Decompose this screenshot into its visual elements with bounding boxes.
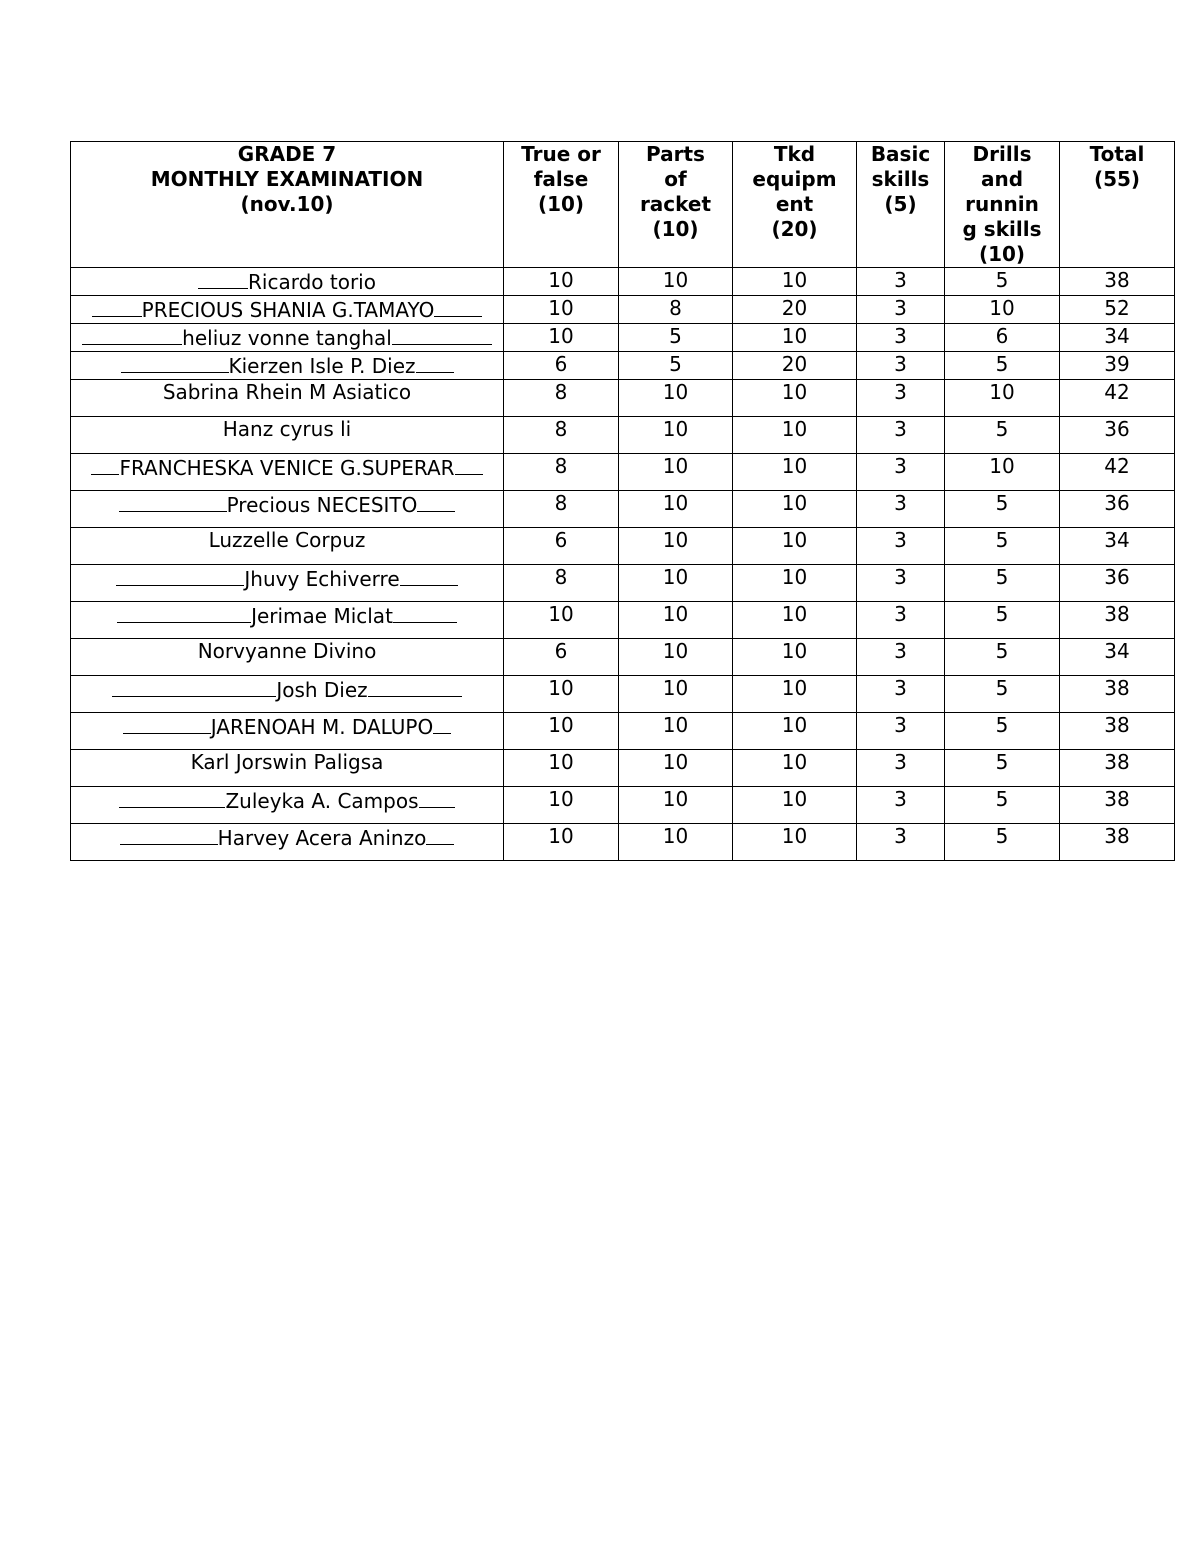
title-line: (nov.10) <box>240 192 334 216</box>
score-tkd-equipment: 10 <box>733 787 857 824</box>
score-parts-of-racket: 10 <box>619 639 733 676</box>
score-true-or-false: 6 <box>504 352 619 380</box>
score-parts-of-racket: 10 <box>619 454 733 491</box>
table-title <box>71 142 504 268</box>
score-drills-running-skills: 10 <box>945 380 1060 417</box>
score-basic-skills: 3 <box>857 417 945 454</box>
score-parts-of-racket: 10 <box>619 713 733 750</box>
score-total: 36 <box>1060 491 1175 528</box>
score-tkd-equipment: 10 <box>733 676 857 713</box>
score-basic-skills: 3 <box>857 676 945 713</box>
student-name: Luzzelle Corpuz <box>208 528 366 552</box>
student-name-cell <box>71 639 504 676</box>
score-total: 34 <box>1060 528 1175 565</box>
score-total: 36 <box>1060 417 1175 454</box>
blank-line <box>123 713 211 734</box>
score-total: 34 <box>1060 639 1175 676</box>
header-line: Total <box>1089 142 1145 166</box>
score-true-or-false: 8 <box>504 491 619 528</box>
table-body <box>71 268 1175 861</box>
table-row <box>71 380 1175 417</box>
column-header-true-or-false <box>504 142 619 268</box>
student-name-cell <box>71 380 504 417</box>
table-row <box>71 713 1175 750</box>
student-name-cell <box>71 676 504 713</box>
student-name: Norvyanne Divino <box>197 639 377 663</box>
student-name-cell <box>71 491 504 528</box>
student-name: Karl Jorswin Paligsa <box>190 750 384 774</box>
score-basic-skills: 3 <box>857 454 945 491</box>
header-line: Tkd <box>773 142 816 166</box>
score-table <box>70 141 1175 861</box>
score-basic-skills: 3 <box>857 787 945 824</box>
score-parts-of-racket: 5 <box>619 352 733 380</box>
score-total: 42 <box>1060 380 1175 417</box>
header-line: ent <box>775 192 814 216</box>
score-drills-running-skills: 5 <box>945 602 1060 639</box>
score-drills-running-skills: 5 <box>945 750 1060 787</box>
table-row <box>71 824 1175 861</box>
score-basic-skills: 3 <box>857 824 945 861</box>
score-true-or-false: 10 <box>504 268 619 296</box>
score-basic-skills: 3 <box>857 528 945 565</box>
blank-line <box>368 676 462 697</box>
score-true-or-false: 10 <box>504 787 619 824</box>
score-true-or-false: 10 <box>504 713 619 750</box>
score-tkd-equipment: 10 <box>733 491 857 528</box>
table-row <box>71 352 1175 380</box>
score-tkd-equipment: 10 <box>733 750 857 787</box>
score-tkd-equipment: 10 <box>733 713 857 750</box>
student-name-cell <box>71 602 504 639</box>
score-true-or-false: 10 <box>504 602 619 639</box>
score-true-or-false: 10 <box>504 324 619 352</box>
student-name: Sabrina Rhein M Asiatico <box>162 380 412 404</box>
header-line: skills <box>871 167 930 191</box>
score-total: 38 <box>1060 713 1175 750</box>
student-name-cell <box>71 296 504 324</box>
student-name: Ricardo torio <box>248 270 376 294</box>
score-tkd-equipment: 10 <box>733 417 857 454</box>
score-basic-skills: 3 <box>857 352 945 380</box>
student-name: Jhuvy Echiverre <box>244 567 400 591</box>
blank-line <box>426 824 454 845</box>
score-drills-running-skills: 5 <box>945 352 1060 380</box>
score-parts-of-racket: 10 <box>619 417 733 454</box>
table-row <box>71 417 1175 454</box>
student-name: FRANCHESKA VENICE G.SUPERAR <box>119 456 455 480</box>
score-tkd-equipment: 10 <box>733 454 857 491</box>
student-name: Zuleyka A. Campos <box>225 789 419 813</box>
blank-line <box>120 824 218 845</box>
blank-line <box>400 565 458 586</box>
score-total: 36 <box>1060 565 1175 602</box>
column-header-parts-of-racket <box>619 142 733 268</box>
title-line: MONTHLY EXAMINATION <box>150 167 424 191</box>
header-line: Basic <box>870 142 931 166</box>
header-row <box>71 142 1175 268</box>
table-row <box>71 491 1175 528</box>
column-header-drills-running-skills <box>945 142 1060 268</box>
table-row <box>71 787 1175 824</box>
score-parts-of-racket: 10 <box>619 268 733 296</box>
score-tkd-equipment: 10 <box>733 565 857 602</box>
score-parts-of-racket: 10 <box>619 824 733 861</box>
score-basic-skills: 3 <box>857 296 945 324</box>
table-row <box>71 454 1175 491</box>
table-row <box>71 296 1175 324</box>
score-true-or-false: 8 <box>504 380 619 417</box>
score-tkd-equipment: 20 <box>733 296 857 324</box>
table-row <box>71 268 1175 296</box>
score-tkd-equipment: 10 <box>733 268 857 296</box>
score-total: 38 <box>1060 787 1175 824</box>
score-parts-of-racket: 10 <box>619 750 733 787</box>
blank-line <box>419 787 455 808</box>
score-parts-of-racket: 10 <box>619 528 733 565</box>
student-name-cell <box>71 454 504 491</box>
score-parts-of-racket: 10 <box>619 676 733 713</box>
score-parts-of-racket: 10 <box>619 380 733 417</box>
student-name-cell <box>71 565 504 602</box>
blank-line <box>92 296 142 317</box>
score-drills-running-skills: 5 <box>945 824 1060 861</box>
header-line: false <box>533 167 589 191</box>
header-line: equipm <box>752 167 837 191</box>
score-tkd-equipment: 10 <box>733 602 857 639</box>
score-basic-skills: 3 <box>857 639 945 676</box>
title-line: GRADE 7 <box>237 142 337 166</box>
blank-line <box>112 676 276 697</box>
score-drills-running-skills: 5 <box>945 676 1060 713</box>
blank-line <box>119 787 225 808</box>
score-true-or-false: 6 <box>504 639 619 676</box>
score-true-or-false: 10 <box>504 296 619 324</box>
header-line: (5) <box>884 192 917 216</box>
student-name-cell <box>71 352 504 380</box>
score-total: 38 <box>1060 676 1175 713</box>
score-tkd-equipment: 10 <box>733 639 857 676</box>
score-total: 38 <box>1060 268 1175 296</box>
score-drills-running-skills: 10 <box>945 454 1060 491</box>
student-name-cell <box>71 713 504 750</box>
score-basic-skills: 3 <box>857 324 945 352</box>
table-row <box>71 324 1175 352</box>
blank-line <box>433 713 451 734</box>
score-drills-running-skills: 5 <box>945 787 1060 824</box>
score-tkd-equipment: 10 <box>733 528 857 565</box>
header-line: racket <box>639 192 712 216</box>
table-row <box>71 602 1175 639</box>
table-row <box>71 676 1175 713</box>
score-true-or-false: 10 <box>504 750 619 787</box>
score-drills-running-skills: 5 <box>945 491 1060 528</box>
student-name: Kierzen Isle P. Diez <box>228 354 416 378</box>
score-tkd-equipment: 10 <box>733 824 857 861</box>
score-tkd-equipment: 20 <box>733 352 857 380</box>
score-basic-skills: 3 <box>857 713 945 750</box>
score-drills-running-skills: 6 <box>945 324 1060 352</box>
student-name-cell <box>71 528 504 565</box>
score-true-or-false: 8 <box>504 454 619 491</box>
score-basic-skills: 3 <box>857 602 945 639</box>
score-total: 34 <box>1060 324 1175 352</box>
student-name-cell <box>71 824 504 861</box>
blank-line <box>82 324 182 345</box>
blank-line <box>116 565 244 586</box>
table-row <box>71 565 1175 602</box>
score-drills-running-skills: 5 <box>945 639 1060 676</box>
student-name: Hanz cyrus li <box>222 417 352 441</box>
student-name: Jerimae Miclat <box>251 604 393 628</box>
score-parts-of-racket: 8 <box>619 296 733 324</box>
header-line: Drills <box>972 142 1032 166</box>
score-drills-running-skills: 5 <box>945 417 1060 454</box>
blank-line <box>119 491 227 512</box>
header-line: g skills <box>962 217 1042 241</box>
score-drills-running-skills: 5 <box>945 713 1060 750</box>
blank-line <box>91 454 119 475</box>
score-drills-running-skills: 5 <box>945 565 1060 602</box>
score-total: 52 <box>1060 296 1175 324</box>
student-name: Precious NECESITO <box>226 493 418 517</box>
table-row <box>71 639 1175 676</box>
column-header-basic-skills <box>857 142 945 268</box>
header-line: True or <box>521 142 601 166</box>
score-drills-running-skills: 5 <box>945 528 1060 565</box>
blank-line <box>393 602 457 623</box>
student-name-cell <box>71 787 504 824</box>
score-basic-skills: 3 <box>857 491 945 528</box>
score-parts-of-racket: 10 <box>619 491 733 528</box>
score-true-or-false: 10 <box>504 676 619 713</box>
blank-line <box>117 602 251 623</box>
blank-line <box>434 296 482 317</box>
header-line: Parts <box>646 142 705 166</box>
score-basic-skills: 3 <box>857 750 945 787</box>
header-line: of <box>664 167 687 191</box>
score-basic-skills: 3 <box>857 380 945 417</box>
column-header-total <box>1060 142 1175 268</box>
score-basic-skills: 3 <box>857 268 945 296</box>
score-parts-of-racket: 5 <box>619 324 733 352</box>
score-true-or-false: 6 <box>504 528 619 565</box>
score-drills-running-skills: 10 <box>945 296 1060 324</box>
student-name: Josh Diez <box>276 678 368 702</box>
header-line: (20) <box>771 217 818 241</box>
student-name-cell <box>71 324 504 352</box>
table-row <box>71 750 1175 787</box>
blank-line <box>392 324 492 345</box>
score-total: 38 <box>1060 750 1175 787</box>
header-line: (10) <box>652 217 699 241</box>
student-name: Harvey Acera Aninzo <box>217 826 427 850</box>
score-total: 39 <box>1060 352 1175 380</box>
score-drills-running-skills: 5 <box>945 268 1060 296</box>
header-line: (10) <box>978 242 1026 266</box>
blank-line <box>198 268 248 289</box>
header-line: (55) <box>1093 167 1141 191</box>
student-name-cell <box>71 268 504 296</box>
student-name-cell <box>71 417 504 454</box>
header-line: runnin <box>965 192 1039 216</box>
score-true-or-false: 10 <box>504 824 619 861</box>
score-true-or-false: 8 <box>504 417 619 454</box>
blank-line <box>416 352 454 373</box>
score-basic-skills: 3 <box>857 565 945 602</box>
blank-line <box>455 454 483 475</box>
score-total: 38 <box>1060 824 1175 861</box>
student-name: heliuz vonne tanghal <box>182 326 392 350</box>
student-name: JARENOAH M. DALUPO <box>210 715 434 739</box>
score-tkd-equipment: 10 <box>733 324 857 352</box>
score-true-or-false: 8 <box>504 565 619 602</box>
header-line: and <box>980 167 1024 191</box>
header-line: (10) <box>537 192 585 216</box>
score-total: 42 <box>1060 454 1175 491</box>
score-parts-of-racket: 10 <box>619 602 733 639</box>
score-total: 38 <box>1060 602 1175 639</box>
score-parts-of-racket: 10 <box>619 565 733 602</box>
student-name-cell <box>71 750 504 787</box>
column-header-tkd-equipment <box>733 142 857 268</box>
blank-line <box>417 491 455 512</box>
student-name: PRECIOUS SHANIA G.TAMAYO <box>141 298 435 322</box>
score-parts-of-racket: 10 <box>619 787 733 824</box>
blank-line <box>121 352 229 373</box>
score-tkd-equipment: 10 <box>733 380 857 417</box>
table-row <box>71 528 1175 565</box>
